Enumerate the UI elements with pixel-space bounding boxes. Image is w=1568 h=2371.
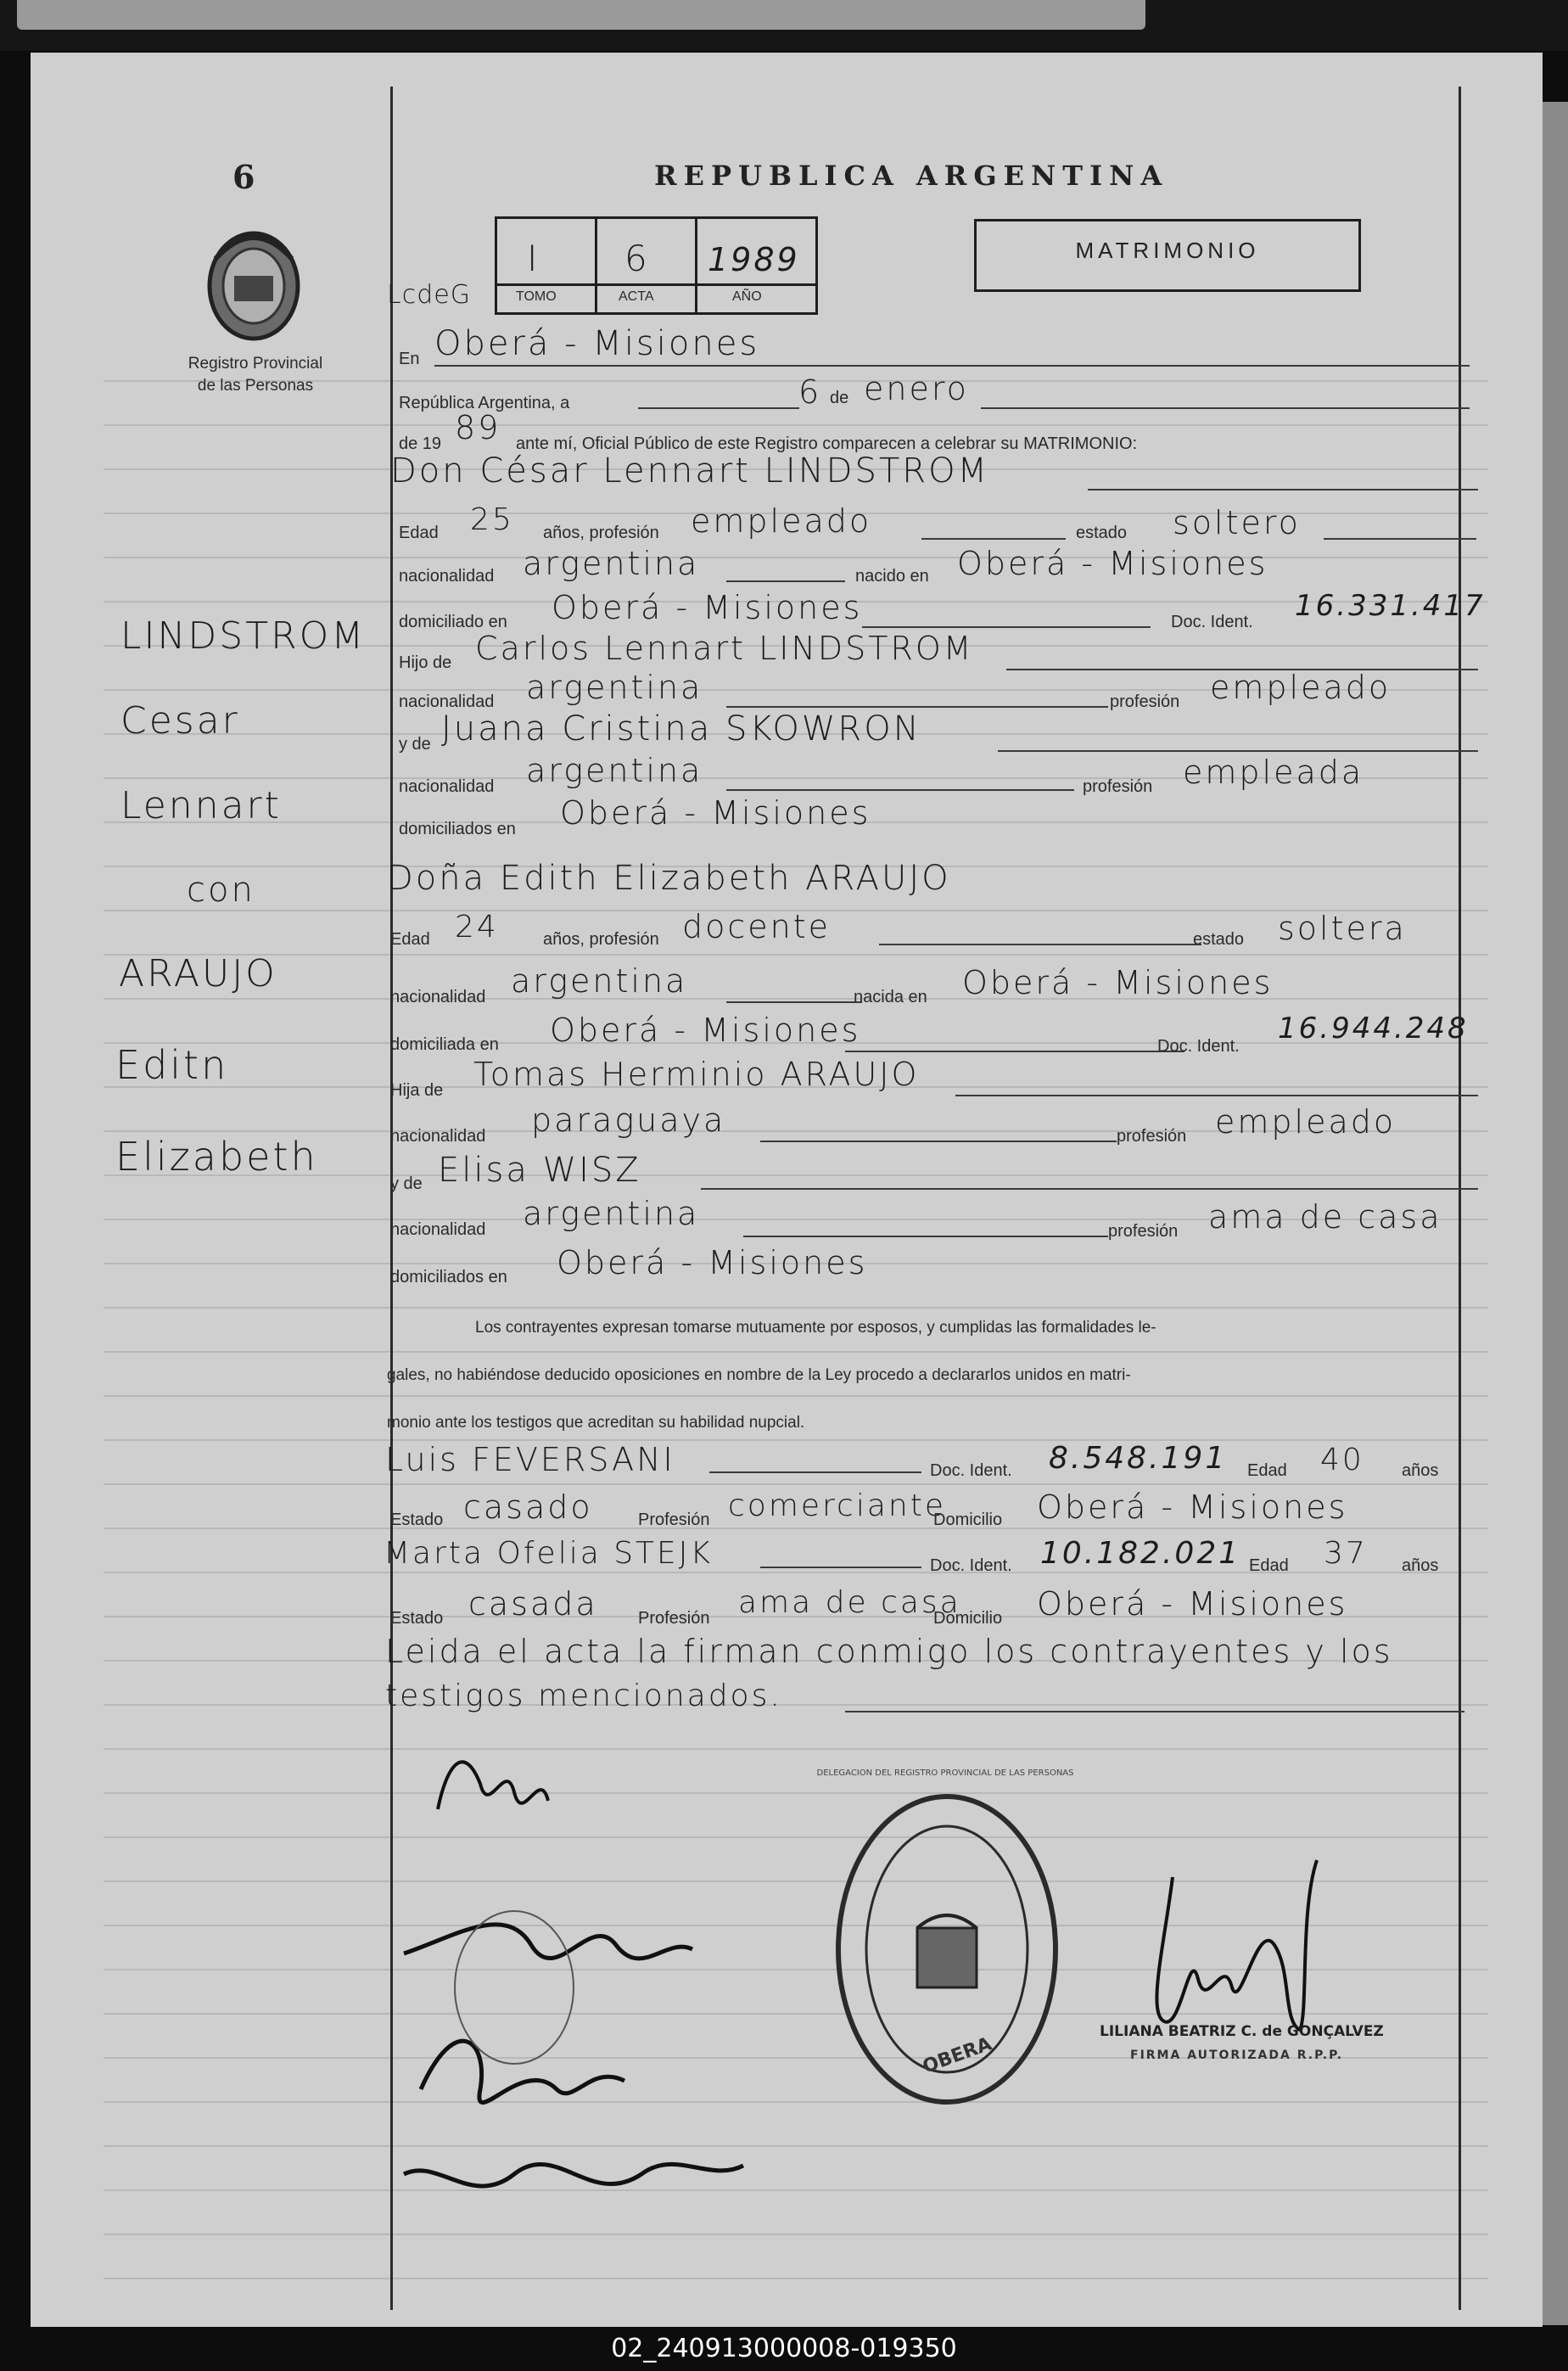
witness1-status: casado xyxy=(463,1488,593,1526)
groom-doc: 16.331.417 xyxy=(1295,589,1486,623)
bride-father-nationality: paraguaya xyxy=(531,1101,726,1139)
margin-name-7: Elizabeth xyxy=(115,1134,318,1180)
label-estado: estado xyxy=(1076,524,1128,542)
label-nacionalidad: nacionalidad xyxy=(399,567,495,586)
signature-witness1 xyxy=(421,2041,624,2102)
ruled-line xyxy=(104,954,1488,956)
label-de-mes: de xyxy=(830,389,849,407)
label-profesion-w2: Profesión xyxy=(638,1609,710,1628)
signature-witness2 xyxy=(404,2164,743,2186)
margin-name-2: Cesar xyxy=(120,699,240,743)
box-divider xyxy=(695,216,697,312)
witness1-age: 40 xyxy=(1320,1443,1364,1477)
label-en: En xyxy=(399,350,420,368)
label-profesion-w1: Profesión xyxy=(638,1511,710,1529)
coat-of-arms-icon xyxy=(199,225,309,345)
ruled-line xyxy=(104,557,1488,558)
margin-name-4: con xyxy=(187,871,255,910)
groom-nationality: argentina xyxy=(523,545,700,582)
groom-profession: empleado xyxy=(691,502,872,540)
label-doc-w2: Doc. Ident. xyxy=(930,1556,1012,1575)
day-value: 6 xyxy=(798,373,822,411)
label-anios-w1: años xyxy=(1402,1461,1439,1480)
groom-father-profession: empleado xyxy=(1210,669,1392,706)
witness2-doc: 10.182.021 xyxy=(1040,1536,1241,1571)
ruled-line xyxy=(104,1351,1488,1353)
signature-bride xyxy=(404,1925,692,1959)
label-estado-b: estado xyxy=(1193,930,1245,949)
bride-status: soltera xyxy=(1278,910,1407,947)
groom-born-in: Oberá - Misiones xyxy=(957,545,1268,582)
ruled-line xyxy=(104,2278,1488,2279)
ruled-line xyxy=(104,1439,1488,1441)
label-profesion-b: profesión xyxy=(1117,1127,1187,1146)
label-edad-b: Edad xyxy=(390,930,430,949)
bride-nationality: argentina xyxy=(511,962,688,1000)
label-edad: Edad xyxy=(399,524,439,542)
label-nacionalidad-3: nacionalidad xyxy=(399,777,495,796)
bride-mother-profession: ama de casa xyxy=(1208,1198,1442,1236)
witness2-profession: ama de casa xyxy=(738,1585,961,1620)
ruled-line xyxy=(104,1483,1488,1485)
label-edad-w1: Edad xyxy=(1247,1461,1287,1480)
label-nacido-en: nacido en xyxy=(855,567,929,586)
witness2-age: 37 xyxy=(1324,1536,1368,1571)
witness1-doc: 8.548.191 xyxy=(1049,1441,1228,1476)
label-nacionalidad-b: nacionalidad xyxy=(390,988,486,1006)
groom-mother-nationality: argentina xyxy=(526,752,703,789)
margin-name-3: Lennart xyxy=(120,784,282,827)
stamp-ring-text: DELEGACION DEL REGISTRO PROVINCIAL DE LAS PERSONAS xyxy=(816,1768,1074,1778)
bride-mother-nationality: argentina xyxy=(523,1195,700,1232)
label-nacionalidad-2: nacionalidad xyxy=(399,692,495,711)
bride-profession: docente xyxy=(682,908,832,945)
official-role: FIRMA AUTORIZADA R.P.P. xyxy=(1130,2049,1344,2062)
document-type: MATRIMONIO xyxy=(1075,238,1260,263)
label-nacionalidad-b3: nacionalidad xyxy=(390,1220,486,1239)
margin-mark: LcdeG xyxy=(387,280,471,310)
bride-father: Tomas Herminio ARAUJO xyxy=(473,1056,920,1093)
label-estado-w2: Estado xyxy=(390,1609,444,1628)
box-divider xyxy=(495,283,815,286)
bride-born-in: Oberá - Misiones xyxy=(962,964,1274,1001)
bride-parents-domicile: Oberá - Misiones xyxy=(557,1244,868,1281)
label-republica: República Argentina, a xyxy=(399,394,570,412)
witness1-name: Luis FEVERSANI xyxy=(385,1441,675,1478)
signature-groom xyxy=(438,1762,548,1809)
register-page xyxy=(31,53,1543,2327)
label-profesion: profesión xyxy=(1110,692,1180,711)
groom-age: 25 xyxy=(470,502,514,537)
legal-text-line-2: gales, no habiéndose deducido oposiciones en nombre de la Ley procedo a declararlos unidos en matri- xyxy=(387,1366,1131,1384)
facing-page-edge xyxy=(1543,102,1568,2325)
right-margin-rule xyxy=(1459,87,1461,2310)
acta-value: 6 xyxy=(624,238,650,279)
closing-line-1: Leida el acta la firman conmigo los contrayentes y los xyxy=(385,1633,1393,1670)
label-estado-w1: Estado xyxy=(390,1511,444,1529)
bride-domicile: Oberá - Misiones xyxy=(550,1012,861,1049)
groom-name: Don César Lennart LINDSTROM xyxy=(390,451,990,490)
box-divider xyxy=(595,216,597,312)
label-nacionalidad-b2: nacionalidad xyxy=(390,1127,486,1146)
official-name: LILIANA BEATRIZ C. de GONÇALVEZ xyxy=(1100,2023,1384,2040)
bride-mother: Elisa WISZ xyxy=(438,1151,641,1190)
ruled-line xyxy=(104,1307,1488,1309)
ruled-line xyxy=(104,424,1488,426)
year-suffix: 89 xyxy=(455,409,501,446)
closing-line-2: testigos mencionados. xyxy=(385,1679,782,1713)
witness1-domicile: Oberá - Misiones xyxy=(1037,1488,1348,1526)
label-y-de-b: y de xyxy=(390,1174,423,1193)
label-doc-b: Doc. Ident. xyxy=(1157,1037,1240,1056)
bride-father-profession: empleado xyxy=(1215,1103,1397,1141)
tomo-label: TOMO xyxy=(516,289,557,304)
label-y-de: y de xyxy=(399,735,431,754)
place-value: Oberá - Misiones xyxy=(434,324,760,363)
groom-status: soltero xyxy=(1173,504,1301,541)
label-ante-mi: ante mí, Oficial Público de este Registro comparecen a celebrar su MATRIMONIO: xyxy=(516,434,1138,453)
margin-name-1: LINDSTROM xyxy=(120,614,367,658)
bride-doc: 16.944.248 xyxy=(1278,1012,1469,1045)
witness2-status: casada xyxy=(468,1585,598,1623)
label-doc-w1: Doc. Ident. xyxy=(930,1461,1012,1480)
groom-domicile: Oberá - Misiones xyxy=(552,589,863,626)
groom-mother: Juana Cristina SKOWRON xyxy=(441,709,921,748)
signatures-group xyxy=(387,1733,845,2259)
registry-line2: de las Personas xyxy=(197,377,314,395)
country-title: REPUBLICA ARGENTINA xyxy=(654,160,1169,192)
label-domiciliados: domiciliados en xyxy=(399,820,516,838)
label-profesion-b2: profesión xyxy=(1108,1222,1179,1241)
label-domicilio-w2: Domicilio xyxy=(933,1609,1003,1628)
label-domiciliada: domiciliada en xyxy=(390,1035,499,1054)
label-domiciliado: domiciliado en xyxy=(399,613,507,631)
label-anios-profesion-b: años, profesión xyxy=(543,930,659,949)
bride-age: 24 xyxy=(455,910,499,944)
label-edad-w2: Edad xyxy=(1249,1556,1289,1575)
label-hija-de: Hija de xyxy=(390,1081,444,1100)
ruled-line xyxy=(104,1395,1488,1397)
label-anios-w2: años xyxy=(1402,1556,1439,1575)
label-domicilio-w1: Domicilio xyxy=(933,1511,1003,1529)
label-de19: de 19 xyxy=(399,434,442,453)
page-number: 6 xyxy=(232,158,255,196)
label-hijo-de: Hijo de xyxy=(399,653,452,672)
witness2-domicile: Oberá - Misiones xyxy=(1037,1585,1348,1623)
tomo-value: I xyxy=(527,238,540,279)
acta-label: ACTA xyxy=(619,289,654,304)
month-value: enero xyxy=(864,370,969,407)
stamp-center: OBERA xyxy=(920,2033,995,2078)
legal-text-line-1: Los contrayentes expresan tomarse mutuamente por esposos, y cumplidas las formalidades le- xyxy=(475,1319,1156,1337)
witness1-profession: comerciante xyxy=(728,1488,946,1523)
previous-page-edge xyxy=(17,0,1145,30)
groom-father-nationality: argentina xyxy=(526,669,703,706)
ruled-line xyxy=(104,998,1488,1000)
margin-name-5: ARAUJO xyxy=(119,952,277,995)
label-doc: Doc. Ident. xyxy=(1171,613,1253,631)
ruled-line xyxy=(104,1704,1488,1706)
margin-name-6: Editn xyxy=(115,1042,229,1088)
ruled-line xyxy=(104,1527,1488,1529)
label-domiciliados-b: domiciliados en xyxy=(390,1268,507,1286)
anio-label: AÑO xyxy=(732,289,762,304)
bride-name: Doña Edith Elizabeth ARAUJO xyxy=(387,859,951,898)
witness2-name: Marta Ofelia STEJK xyxy=(384,1536,714,1571)
label-profesion-2: profesión xyxy=(1083,777,1153,796)
label-nacida-en: nacida en xyxy=(854,988,927,1006)
anio-value: 1989 xyxy=(708,241,800,278)
groom-parents-domicile: Oberá - Misiones xyxy=(560,794,871,832)
registry-line1: Registro Provincial xyxy=(188,355,323,373)
legal-text-line-3: monio ante los testigos que acreditan su habilidad nupcial. xyxy=(387,1414,805,1432)
footer-code: 02_240913000008-019350 xyxy=(0,2327,1568,2371)
groom-mother-profession: empleada xyxy=(1183,754,1364,791)
official-signature xyxy=(1130,1843,1351,2047)
groom-father: Carlos Lennart LINDSTROM xyxy=(475,630,974,667)
label-anios-profesion: años, profesión xyxy=(543,524,659,542)
